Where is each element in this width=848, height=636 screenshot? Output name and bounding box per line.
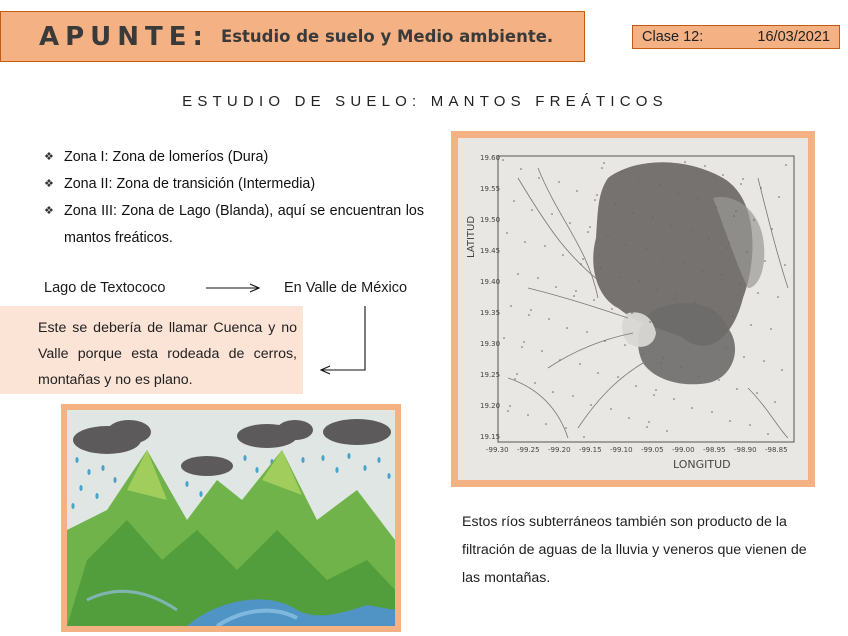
mountain-drawing-image [67, 410, 395, 626]
mountain-drawing [67, 410, 395, 626]
right-arrow-icon [206, 284, 259, 292]
map-y-tick-label: 19.50 [480, 216, 501, 224]
map-x-tick-label: -98.90 [734, 446, 757, 454]
map-y-tick-label: 19.15 [480, 433, 501, 441]
map-x-tick-label: -99.25 [517, 446, 540, 454]
map-x-tick-label: -98.95 [703, 446, 726, 454]
map-x-tick-label: -99.20 [548, 446, 571, 454]
map-x-tick-label: -99.15 [579, 446, 602, 454]
rios-paragraph: Estos ríos subterráneos también son producto de la filtración de aguas de la lluvia y veneros que vienen de las montañas. [462, 514, 807, 586]
map-y-tick-label: 19.40 [480, 278, 501, 286]
diamond-bullet-icon: ❖ [44, 151, 54, 163]
zone-text: Zona I: Zona de lomeríos (Dura) [64, 149, 269, 165]
map-y-tick-label: 19.60 [480, 154, 501, 162]
page-subtitle: Estudio de suelo y Medio ambiente. [220, 27, 554, 46]
mountain-frame [61, 404, 401, 632]
cuenca-note: Este se debería de llamar Cuenca y no Valle porque esta rodeada de cerros, montañas y no es plano. [0, 306, 303, 394]
map-y-tick-label: 19.55 [480, 185, 501, 193]
map-x-tick-label: -98.85 [765, 446, 788, 454]
map-x-tick-label: -99.00 [672, 446, 695, 454]
class-info-box [632, 25, 840, 49]
section-title: ESTUDIO DE SUELO: MANTOS FREÁTICOS [182, 93, 668, 110]
groundwater-map-image [458, 138, 808, 480]
zone-text: Zona III: Zona de Lago (Blanda), aquí se encuentran los mantos freáticos. [64, 203, 424, 246]
zone-text: Zona II: Zona de transición (Intermedia) [64, 176, 316, 192]
map-y-tick-label: 19.45 [480, 247, 501, 255]
class-date: 16/03/2021 [757, 29, 830, 45]
map-x-tick-label: -99.30 [486, 446, 509, 454]
map-x-tick-label: -99.10 [610, 446, 633, 454]
map-y-axis-label: LATITUD [466, 215, 477, 258]
down-left-arrow-icon [321, 306, 365, 374]
map-y-tick-label: 19.30 [480, 340, 501, 348]
map-x-tick-label: -99.05 [641, 446, 664, 454]
page-title: APUNTE: [39, 21, 209, 52]
map-x-axis-label: LONGITUD [673, 458, 731, 471]
class-label: Clase 12: [642, 29, 704, 45]
map-y-tick-label: 19.25 [480, 371, 501, 379]
flow-source: Lago de Textococo [44, 280, 166, 296]
map-frame [451, 131, 815, 487]
zone-item-1 [44, 144, 424, 171]
flow-target: En Valle de México [284, 280, 408, 296]
map-drawing [458, 138, 808, 480]
diamond-bullet-icon: ❖ [44, 205, 54, 217]
title-banner [0, 11, 585, 62]
diamond-bullet-icon: ❖ [44, 178, 54, 190]
map-y-tick-label: 19.35 [480, 309, 501, 317]
zones-list [44, 144, 424, 252]
map-y-tick-label: 19.20 [480, 402, 501, 410]
zone-item-2 [44, 171, 424, 198]
zone-item-3 [44, 198, 424, 252]
